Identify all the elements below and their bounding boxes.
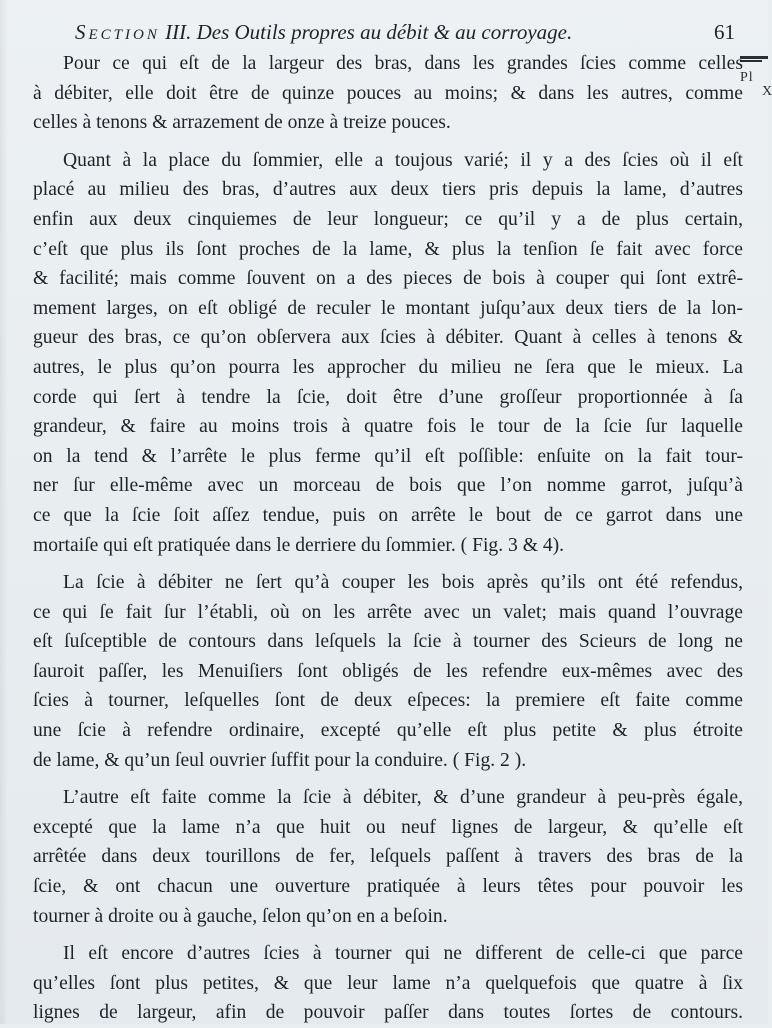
text-line: Pour ce qui eſt de la largeur des bras, dans les grandes ſcies comme celles — [63, 53, 743, 74]
text-line: on la tend & l’arrête le plus ferme qu’il eſt poſſible: enſuite on la fait tour- — [33, 445, 743, 467]
text-line: ſcies à tourner, leſquelles ſont de deux eſpeces: la premiere eſt faite comme — [33, 690, 743, 712]
text-line: placé au milieu des bras, d’autres aux deux tiers pris depuis la lame, d’autres — [33, 179, 743, 201]
text-line: excepté que la lame n’a que huit ou neuf lignes de largeur, & qu’elle eſt — [33, 816, 743, 838]
text-line: Quant à la place du ſommier, elle a toujous varié; il y a des ſcies où il eſt — [63, 149, 743, 171]
text-line: c’eſt que plus ils ſont proches de la lame, & plus la tenſion ſe fait avec force — [33, 238, 743, 260]
edge-letters: Pl — [740, 70, 754, 85]
text-line: de lame, & qu’un ſeul ouvrier ſuffit pour la conduire. ( Fig. 2 ). — [33, 749, 527, 771]
text-line: à débiter, elle doit être de quinze pouces au moins; & dans les autres, comme — [33, 82, 743, 104]
adjacent-page-edge — [740, 56, 772, 100]
page-gutter-shadow — [0, 0, 8, 1024]
text-line: ce qui ſe fait ſur l’établi, où on les arrête avec un valet; mais quand l’ouvrage — [33, 601, 743, 623]
paragraph — [33, 568, 743, 775]
text-line: autres, le plus qu’on pourra les approcher du milieu ne ſera que le mieux. La — [33, 356, 743, 378]
text-line: tourner à droite ou à gauche, ſelon qu’on en a beſoin. — [33, 905, 448, 927]
text-line: Il eſt encore d’autres ſcies à tourner qui ne different de celle-ci que parce — [63, 943, 743, 965]
text-line: & facilité; mais comme ſouvent on a des pieces de bois à couper qui ſont extrê- — [33, 268, 743, 290]
paragraph — [33, 146, 743, 560]
edge-rule-secondary — [740, 60, 762, 62]
text-line: ner ſur elle-même avec un morceau de bois que l’on nomme garrot, juſqu’à — [33, 475, 743, 497]
text-line: eſt ſuſceptible de contours dans leſquels la ſcie à tourner des Scieurs de long ne — [33, 631, 743, 653]
text-line: lignes de largeur, afin de pouvoir paſſer dans toutes ſortes de contours. — [33, 1002, 743, 1024]
header-title: Des Outils propres au débit & au corroyage. — [196, 20, 573, 44]
text-line: enfin aux deux cinquiemes de leur longueur; ce qu’il y a de plus certain, — [33, 208, 743, 230]
text-line: qu’elles ſont plus petites, & que leur lame n’a quelquefois que quatre à ſix — [33, 972, 743, 994]
paragraph — [33, 783, 743, 931]
header-section-number: III. — [165, 20, 192, 44]
text-line: celles à tenons & arrazement de onze à treize pouces. — [33, 112, 451, 134]
header-section-word: Section — [75, 20, 160, 44]
text-line: mortaiſe qui eſt pratiquée dans le derriere du ſommier. ( Fig. 3 & 4). — [33, 534, 565, 556]
text-line: L’autre eſt faite comme la ſcie à débiter, & d’une grandeur à peu-près égale, — [63, 787, 743, 809]
text-line: une ſcie à refendre ordinaire, excepté qu’elle eſt plus petite & plus étroite — [33, 720, 743, 742]
text-line: corde qui ſert à tendre la ſcie, doit être d’une groſſeur proportionnée à ſa — [33, 386, 743, 408]
edge-rule — [740, 56, 768, 59]
running-header — [75, 20, 735, 52]
paragraph — [33, 49, 743, 138]
paragraph — [33, 939, 743, 1028]
text-line: La ſcie à débiter ne ſert qu’à couper les bois après qu’ils ont été refendus, — [63, 572, 743, 594]
text-line: gueur des bras, ce qu’on obſervera aux ſcies à débiter. Quant à celles à tenons & — [33, 327, 743, 349]
page-number: 61 — [714, 20, 735, 44]
text-line: mement larges, on eſt obligé de reculer le montant juſqu’aux deux tiers de la lon- — [33, 297, 743, 319]
text-line: ce que la ſcie ſoit aſſez tendue, puis on arrête le bout de ce garrot dans une — [33, 504, 743, 526]
text-line: arrêtée dans deux tourillons de fer, leſquels paſſent à travers des bras de la — [33, 846, 743, 868]
text-line: grandeur, & faire au moins trois à quatre fois le tour de la ſcie ſur laquelle — [33, 416, 743, 438]
body-text — [33, 49, 743, 1028]
text-line: ſauroit paſſer, les Menuiſiers ſont obligés de les refendre eux-mêmes avec des — [33, 660, 743, 682]
edge-letter-x: X — [762, 84, 772, 99]
text-line: ſcie, & ont chacun une ouverture pratiquée à leurs têtes pour pouvoir les — [33, 876, 743, 898]
